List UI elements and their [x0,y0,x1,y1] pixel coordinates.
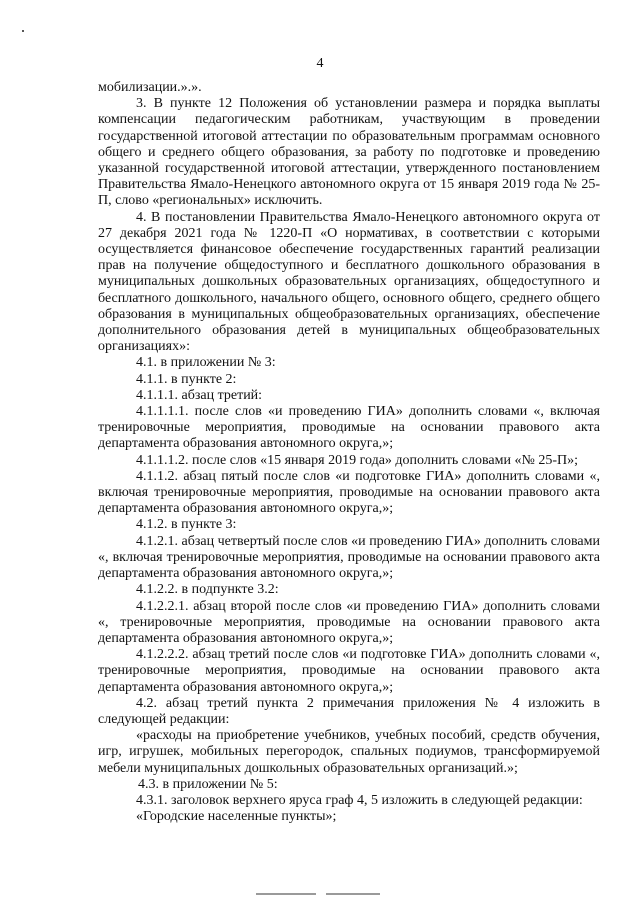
paragraph: «расходы на приобретение учебников, учебных пособий, средств обучения, игр, игрушек, мобильных перегородок, спальных подиумов, трансформируемой мебели муниципальных дошкольных образовательных организаций.»; [98,728,600,776]
paragraph: 4.1.1. в пункте 2: [136,371,237,387]
paragraph: 4.3.1. заголовок верхнего яруса граф 4, 5 изложить в следующей редакции: [136,792,583,808]
scan-artifact [326,893,380,895]
paragraph: 4.1.1.1.2. после слов «15 января 2019 года» дополнить словами «№ 25-П»; [136,452,579,468]
paragraph: 4.1. в приложении № 3: [136,355,276,371]
paragraph: 4.1.2.2.2. абзац третий после слов «и подготовке ГИА» дополнить словами «, тренировочные мероприятия, проводимые на основании правового акта департамента образования автономного округа,»; [98,647,600,695]
paragraph: мобилизации.».». [98,80,202,95]
paragraph: 4.1.1.2. абзац пятый после слов «и подготовке ГИА» дополнить словами «, включая тренировочные мероприятия, проводимые на основании правового акта департамента образования автономного округа,»; [98,468,600,517]
paragraph: 4.1.2.2. в подпункте 3.2: [136,582,279,598]
paragraph: 4.1.2. в пункте 3: [136,517,237,533]
paragraph: 4.1.2.1. абзац четвертый после слов «и проведению ГИА» дополнить словами «, включая тренировочные мероприятия, проводимые на основании правового акта департамента образования автономного округа,»; [98,533,600,582]
paragraph: 4.1.2.2.1. абзац второй после слов «и проведению ГИА» дополнить словами «, тренировочные мероприятия, проводимые на основании правового акта департамента образования автономного округа,»; [98,598,600,646]
paragraph: 4. В постановлении Правительства Ямало-Ненецкого автономного округа от 27 декабря 2021 года № 1220-П «О нормативах, в соответствии с которыми осуществляется финансовое обеспечение государственных гарантий реализации прав на получение общедоступного и бесплатного дошкольного образования в муниципальных дошкольных образовательных организациях, общедоступного и бесплатного дошкольного, начального общего, основного общего, среднего общего образования в муниципальных общеобразовательных организациях, обеспечение дополнительного образования детей в муниципальных общеобразовательных организациях»: [98,209,600,355]
paragraph: 4.3. в приложении № 5: [138,776,278,792]
paragraph: 4.1.1.1. абзац третий: [136,387,263,403]
document-body [98,80,600,825]
scan-speck [22,30,24,32]
paragraph: «Городские населенные пункты»; [136,809,337,825]
scan-artifact [256,893,316,895]
paragraph: 4.1.1.1.1. после слов «и проведению ГИА» дополнить словами «, включая тренировочные мероприятия, проводимые на основании правового акта департамента образования автономного округа,»; [98,404,600,452]
paragraph: 3. В пункте 12 Положения об установлении размера и порядка выплаты компенсации педагогическим работникам, участвующим в проведении государственной итоговой аттестации по образовательным программам основного общего и среднего общего образования, за работу по подготовке и проведению указанной государственной итоговой аттестации, утвержденного постановлением Правительства Ямало-Ненецкого автономного округа от 15 января 2019 года № 25-П, слово «региональных» исключить. [98,96,600,209]
page-number: 4 [316,56,324,71]
paragraph: 4.2. абзац третий пункта 2 примечания приложения № 4 изложить в следующей редакции: [98,695,600,727]
